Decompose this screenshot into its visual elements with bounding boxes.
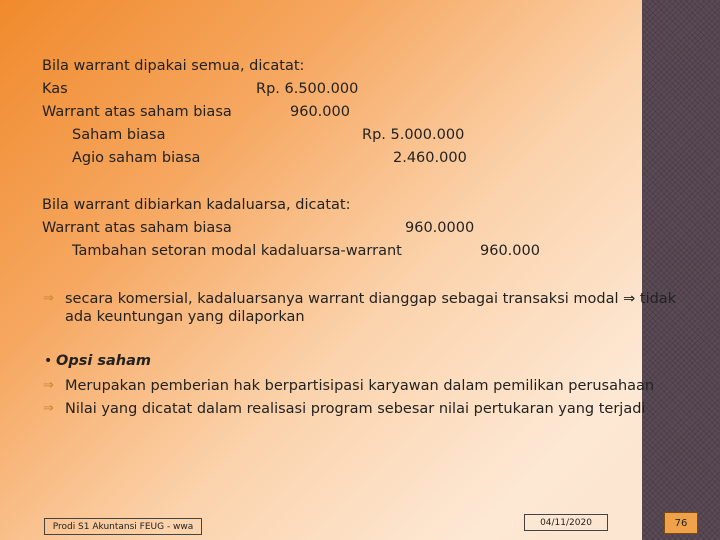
note-line2: ada keuntungan yang dilaporkan	[65, 309, 305, 325]
note-line1	[65, 290, 676, 308]
footer-date-text: 04/11/2020	[540, 517, 592, 528]
journal1-row1-account: Kas	[42, 81, 68, 97]
journal1-row2-account: Warrant atas saham biasa	[42, 104, 232, 120]
journal1-row4-account: Agio saham biasa	[72, 150, 201, 166]
journal1-row3-credit: Rp. 5.000.000	[362, 127, 465, 143]
footer-course-text: Prodi S1 Akuntansi FEUG - wwa	[52, 521, 194, 532]
implies-arrow-icon: ⇒	[623, 291, 636, 307]
journal1-row1-debit: Rp. 6.500.000	[256, 81, 359, 97]
journal2-row2-account: Tambahan setoran modal kadaluarsa-warrant	[72, 243, 402, 259]
footer-date	[524, 514, 608, 531]
arrow-bullet-icon: ⇒	[43, 291, 54, 306]
page-number-badge	[664, 512, 698, 534]
journal1-heading: Bila warrant dipakai semua, dicatat:	[42, 58, 305, 74]
note-line1-end: tidak	[639, 291, 677, 307]
journal1-row2-debit: 960.000	[290, 104, 350, 120]
bullet-dot-icon: •	[44, 353, 53, 369]
journal1-row4-credit: 2.460.000	[393, 150, 467, 166]
opsi-item-1: Merupakan pemberian hak berpartisipasi karyawan dalam pemilikan perusahaan	[65, 378, 655, 394]
journal2-row1-account: Warrant atas saham biasa	[42, 220, 232, 236]
arrow-bullet-icon: ⇒	[43, 401, 54, 416]
arrow-bullet-icon: ⇒	[43, 378, 54, 393]
journal1-row3-account: Saham biasa	[72, 127, 166, 143]
journal2-row2-credit: 960.000	[480, 243, 540, 259]
page-number-text: 76	[674, 517, 688, 529]
note-line1-text: secara komersial, kadaluarsanya warrant dianggap sebagai transaksi modal	[65, 291, 619, 307]
journal2-heading: Bila warrant dibiarkan kadaluarsa, dicatat:	[42, 197, 351, 213]
opsi-title: Opsi saham	[56, 353, 151, 369]
footer-course-label	[44, 518, 202, 535]
journal2-row1-debit: 960.0000	[405, 220, 475, 236]
opsi-item-2: Nilai yang dicatat dalam realisasi program sebesar nilai pertukaran yang terjadi	[65, 401, 646, 417]
decorative-sidebar-strip	[639, 0, 720, 540]
